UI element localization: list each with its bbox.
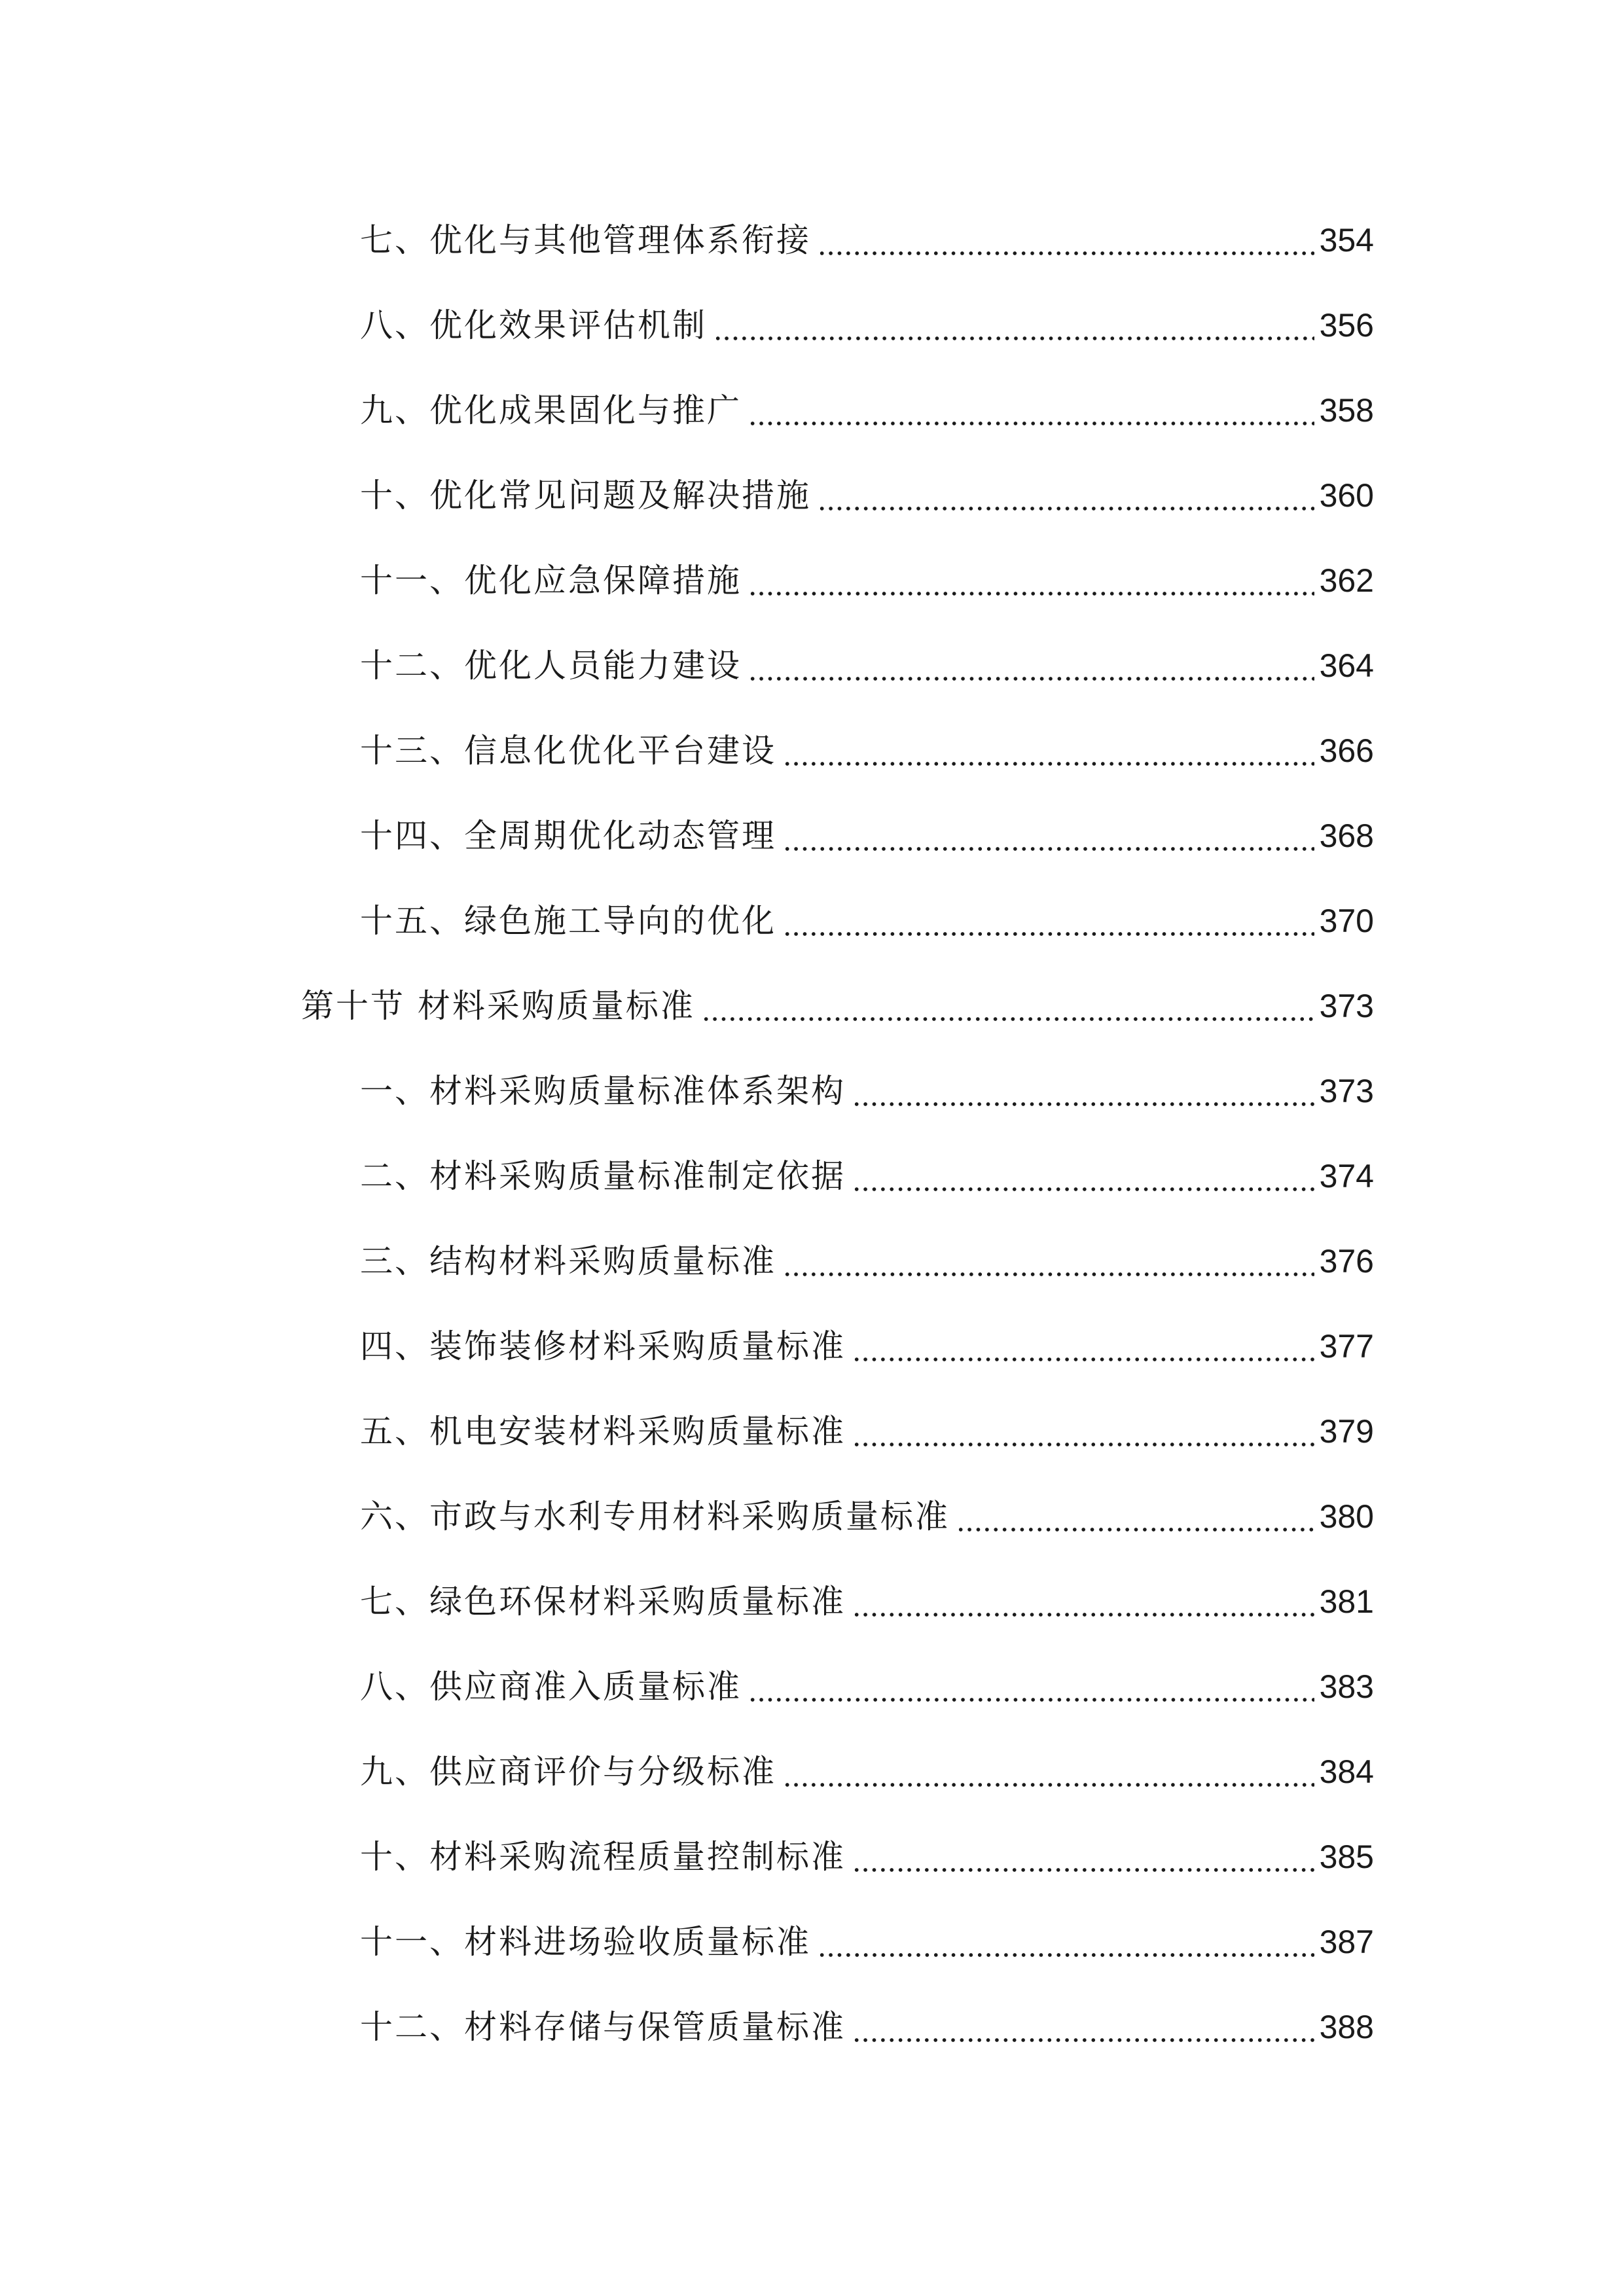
toc-page-number: 364 <box>1319 647 1374 684</box>
toc-section-entry[interactable] <box>0 963 1624 1049</box>
toc-entry-title: 十四、全周期优化动态管理 <box>360 817 776 855</box>
toc-page-number: 373 <box>1319 1073 1374 1109</box>
toc-entry-title: 十一、优化应急保障措施 <box>360 562 742 600</box>
toc-dot-leader <box>852 1157 1314 1196</box>
toc-entry-title: 五、机电安装材料采购质量标准 <box>360 1412 846 1450</box>
toc-dot-leader <box>818 221 1314 260</box>
toc-dot-leader <box>852 1582 1314 1621</box>
toc-dot-leader <box>783 1242 1314 1281</box>
toc-entry[interactable] <box>0 1304 1624 1389</box>
toc-entry-title: 三、结构材料采购质量标准 <box>360 1242 776 1280</box>
toc-dot-leader <box>783 1752 1314 1791</box>
toc-entry-title: 十三、信息化优化平台建设 <box>360 732 776 770</box>
toc-entry[interactable] <box>0 793 1624 878</box>
toc-page-number: 381 <box>1319 1583 1374 1620</box>
toc-entry[interactable] <box>0 283 1624 368</box>
toc-entry-title: 九、优化成果固化与推广 <box>360 391 742 429</box>
toc-page-number: 368 <box>1319 817 1374 854</box>
toc-dot-leader <box>783 731 1314 770</box>
toc-entry[interactable] <box>0 1134 1624 1219</box>
toc-entry-title: 十五、绿色施工导向的优化 <box>360 902 776 940</box>
toc-entry[interactable] <box>0 1049 1624 1134</box>
toc-entry[interactable] <box>0 453 1624 538</box>
toc-entry-title: 八、优化效果评估机制 <box>360 306 707 344</box>
toc-entry[interactable] <box>0 878 1624 963</box>
toc-entry-title: 十二、优化人员能力建设 <box>360 647 742 685</box>
toc-page-number: 373 <box>1319 988 1374 1024</box>
toc-page-number: 379 <box>1319 1413 1374 1450</box>
toc-dot-leader <box>852 1327 1314 1366</box>
toc-entry-title: 十一、材料进场验收质量标准 <box>360 1923 811 1961</box>
toc-entry-title: 八、供应商准入质量标准 <box>360 1668 742 1706</box>
toc-entry-title: 七、绿色环保材料采购质量标准 <box>360 1583 846 1621</box>
toc-page-number: 358 <box>1319 392 1374 429</box>
toc-dot-leader <box>852 1071 1314 1111</box>
toc-dot-leader <box>818 476 1314 515</box>
toc-entry-title: 六、市政与水利专用材料采购质量标准 <box>360 1498 950 1535</box>
toc-entry[interactable] <box>0 538 1624 623</box>
toc-entry[interactable] <box>0 1729 1624 1814</box>
toc-dot-leader <box>818 1922 1314 1962</box>
toc-entry-title: 十、材料采购流程质量控制标准 <box>360 1838 846 1876</box>
toc-page-number: 356 <box>1319 307 1374 344</box>
toc-dot-leader <box>702 986 1314 1026</box>
toc-page-number: 354 <box>1319 222 1374 259</box>
toc-dot-leader <box>783 816 1314 855</box>
toc-page-number: 370 <box>1319 903 1374 939</box>
toc-dot-leader <box>713 306 1314 345</box>
toc-dot-leader <box>783 901 1314 941</box>
toc-entry[interactable] <box>0 1984 1624 2070</box>
toc-page-number: 376 <box>1319 1243 1374 1280</box>
toc-entry-title: 十二、材料存储与保管质量标准 <box>360 2008 846 2046</box>
toc-page-number: 360 <box>1319 477 1374 514</box>
toc-page-number: 380 <box>1319 1498 1374 1535</box>
toc-dot-leader <box>852 2007 1314 2047</box>
toc-page-number: 383 <box>1319 1668 1374 1705</box>
toc-dot-leader <box>748 561 1314 600</box>
toc-page-number: 387 <box>1319 1924 1374 1960</box>
table-of-contents <box>0 198 1624 2070</box>
toc-entry-title: 十、优化常见问题及解决措施 <box>360 476 811 514</box>
toc-entry-title: 二、材料采购质量标准制定依据 <box>360 1157 846 1195</box>
toc-dot-leader <box>748 646 1314 685</box>
toc-entry[interactable] <box>0 1389 1624 1474</box>
toc-entry[interactable] <box>0 1219 1624 1304</box>
toc-entry[interactable] <box>0 198 1624 283</box>
toc-page-number: 377 <box>1319 1328 1374 1365</box>
toc-dot-leader <box>748 1667 1314 1706</box>
toc-entry[interactable] <box>0 1559 1624 1644</box>
toc-entry-title: 一、材料采购质量标准体系架构 <box>360 1072 846 1110</box>
toc-page-number: 384 <box>1319 1753 1374 1790</box>
toc-entry[interactable] <box>0 1644 1624 1729</box>
toc-page-number: 385 <box>1319 1839 1374 1875</box>
toc-entry-title: 九、供应商评价与分级标准 <box>360 1753 776 1791</box>
toc-entry[interactable] <box>0 708 1624 793</box>
toc-entry[interactable] <box>0 623 1624 708</box>
toc-dot-leader <box>956 1497 1314 1536</box>
toc-dot-leader <box>748 391 1314 430</box>
toc-section-title: 第十节 材料采购质量标准 <box>301 987 695 1025</box>
toc-entry[interactable] <box>0 1474 1624 1559</box>
toc-entry[interactable] <box>0 1899 1624 1984</box>
toc-entry[interactable] <box>0 1814 1624 1899</box>
toc-entry[interactable] <box>0 368 1624 453</box>
toc-page-number: 374 <box>1319 1158 1374 1194</box>
toc-dot-leader <box>852 1412 1314 1451</box>
toc-entry-title: 四、装饰装修材料采购质量标准 <box>360 1327 846 1365</box>
toc-page-number: 366 <box>1319 732 1374 769</box>
toc-entry-title: 七、优化与其他管理体系衔接 <box>360 221 811 259</box>
toc-dot-leader <box>852 1837 1314 1876</box>
toc-page-number: 388 <box>1319 2009 1374 2045</box>
toc-page-number: 362 <box>1319 562 1374 599</box>
